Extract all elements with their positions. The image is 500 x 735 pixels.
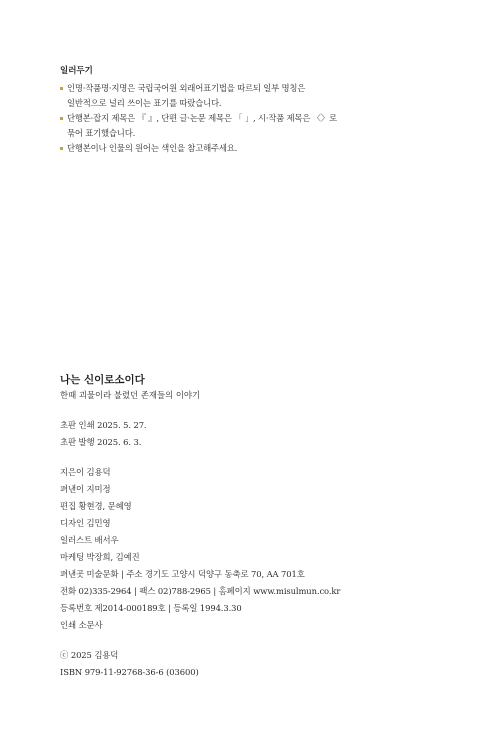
- book-subtitle: 한때 괴물이라 불렸던 존재들의 이야기: [60, 390, 201, 400]
- book-title: 나는 신이로소이다: [60, 374, 145, 386]
- first-print-date: 초판 인쇄 2025. 5. 27.: [60, 420, 147, 430]
- registration-info: 등록번호 제2014-000189호 | 등록일 1994.3.30: [60, 603, 242, 613]
- note-line: 단행본이나 인물의 원어는 색인을 참고해주세요.: [67, 143, 238, 153]
- marketing-credit: 마케팅 박장희, 김예진: [60, 552, 140, 562]
- bullet-icon: [60, 87, 63, 90]
- illustrator-credit: 일러스트 배서우: [60, 535, 119, 545]
- designer-credit: 디자인 김민영: [60, 518, 111, 528]
- note-line: 인명·작품명·지명은 국립국어원 외래어표기법을 따르되 일부 명칭은: [67, 83, 306, 93]
- first-publish-date: 초판 발행 2025. 6. 3.: [60, 437, 142, 447]
- note-item: [60, 141, 360, 156]
- bullet-icon: [60, 147, 63, 150]
- publisher-credit: 펴낸이 지미정: [60, 484, 111, 494]
- press-address: 펴낸곳 미술문화 | 주소 경기도 고양시 덕양구 동축로 70, AA 701호: [60, 569, 305, 579]
- note-line: 묶어 표기했습니다.: [67, 128, 136, 138]
- bullet-icon: [60, 117, 63, 120]
- note-item: [60, 81, 360, 111]
- editorial-notes: [60, 64, 360, 156]
- press-contact: 전화 02)335-2964 | 팩스 02)788-2965 | 홈페이지 www.misulmun.co.kr: [60, 586, 341, 596]
- colophon: [60, 373, 440, 681]
- note-line: 일반적으로 널리 쓰이는 표기를 따랐습니다.: [67, 98, 222, 108]
- note-item: [60, 111, 360, 141]
- isbn: ISBN 979-11-92768-36-6 (03600): [60, 667, 199, 677]
- copyright-notice: ⓒ 2025 김용덕: [60, 650, 119, 660]
- note-line: 단행본·잡지 제목은 『 』, 단편 글·논문 제목은 「 」, 시·작품 제목은 〈〉로: [67, 113, 337, 123]
- editor-credit: 편집 황현경, 문혜영: [60, 501, 132, 511]
- notes-heading: 일러두기: [60, 66, 93, 76]
- author-credit: 지은이 김용덕: [60, 467, 111, 477]
- printing-credit: 인쇄 소문사: [60, 620, 103, 630]
